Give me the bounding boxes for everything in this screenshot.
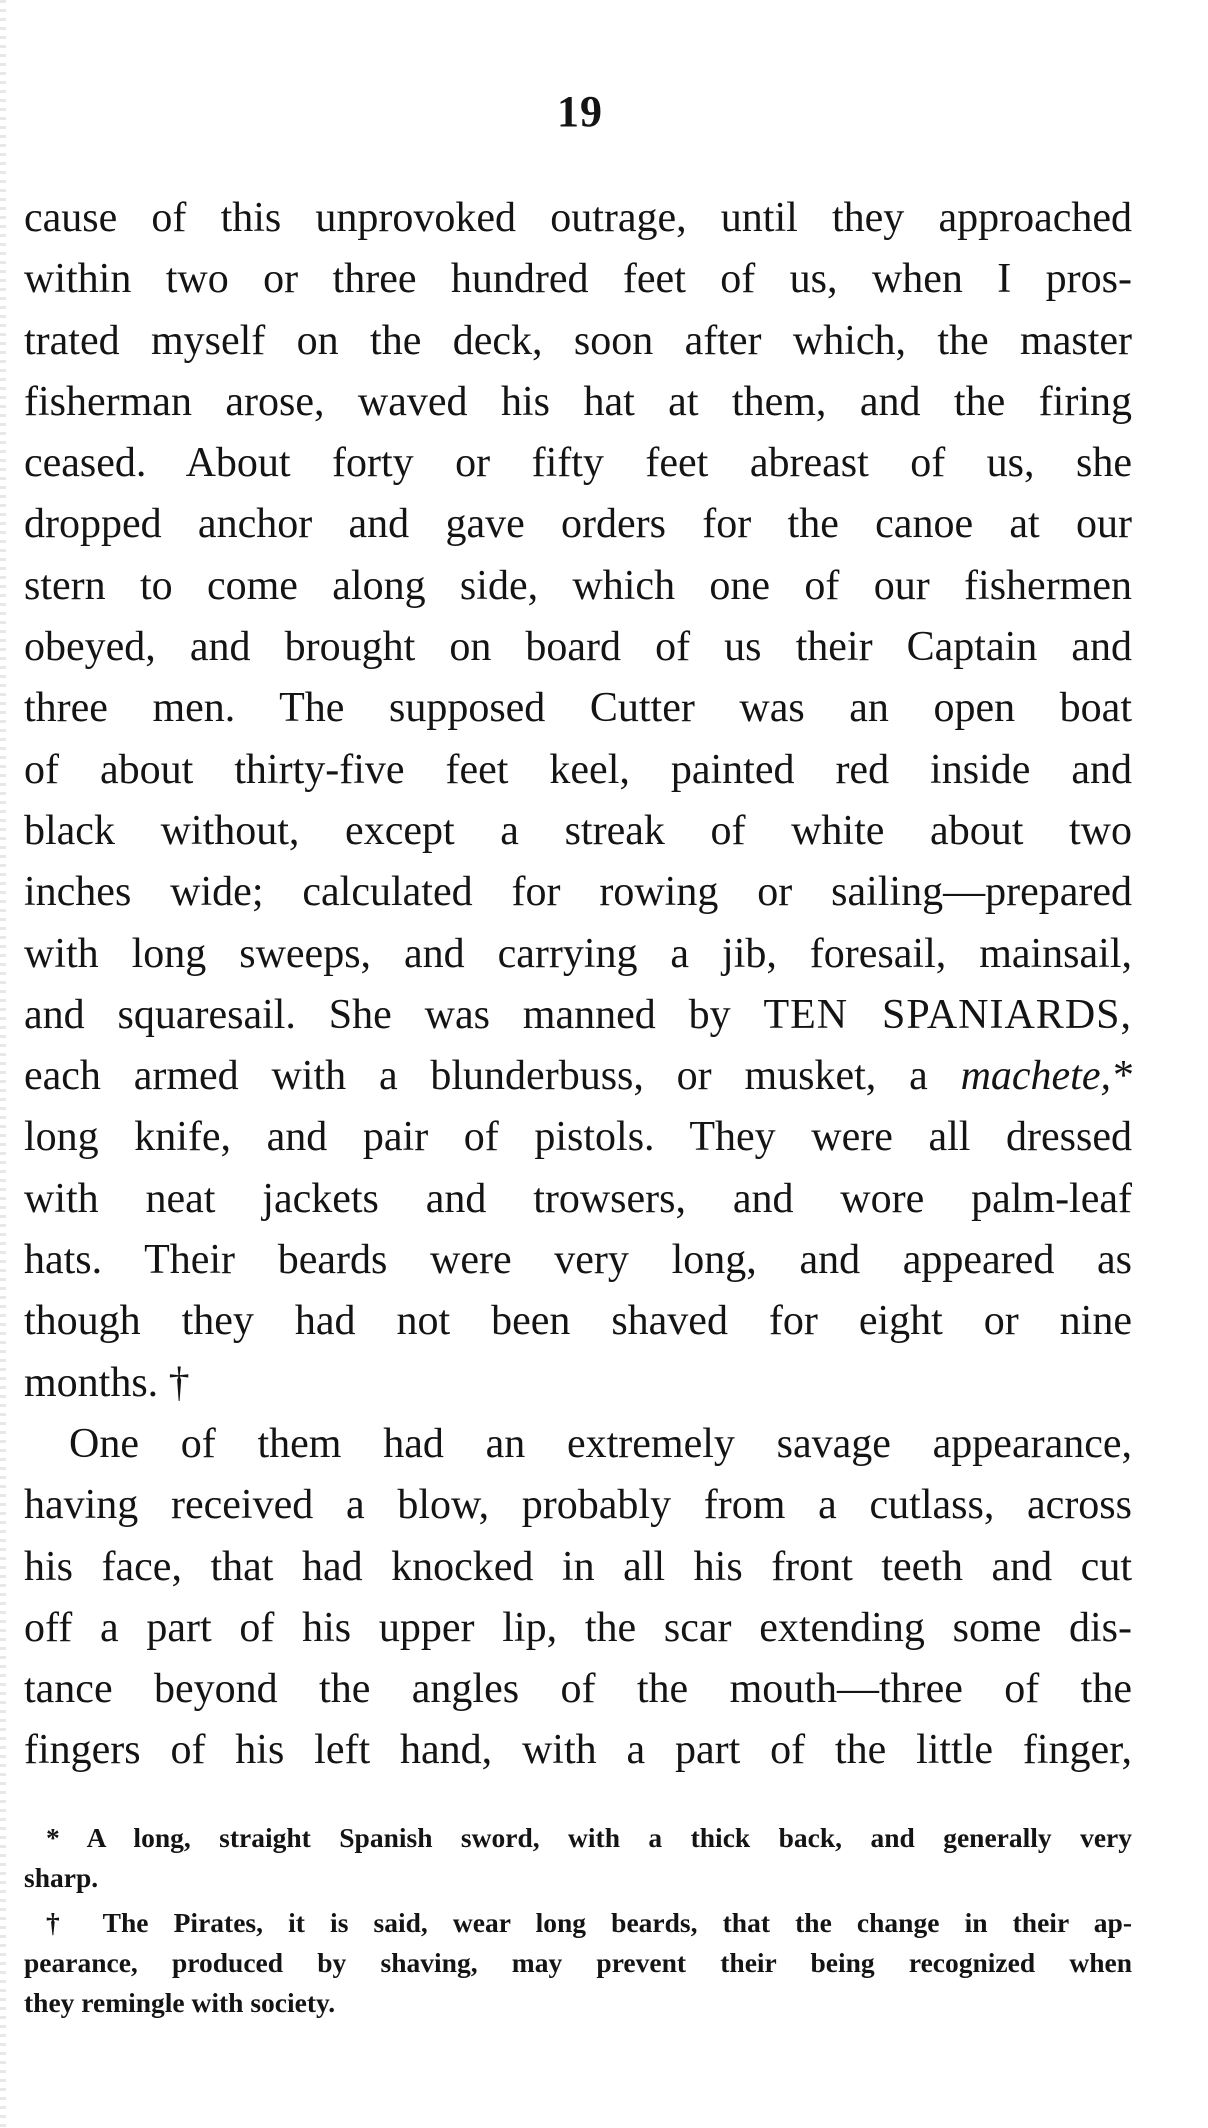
- page-edge-binding: [0, 0, 6, 2128]
- text-line: having received a blow, probably from a cutlass, across: [24, 1482, 1132, 1529]
- italic-term: machete,*: [960, 1053, 1132, 1100]
- small-caps-text: TEN SPANIARDS,: [763, 991, 1133, 1038]
- page-number: 19: [557, 87, 603, 136]
- text-line: months. †: [24, 1359, 190, 1406]
- footnotes: [24, 1818, 1132, 2023]
- text-line: long knife, and pair of pistols. They were all dressed: [24, 1114, 1132, 1161]
- text-line: stern to come along side, which one of our fishermen: [24, 562, 1132, 609]
- footnote-line: sharp.: [24, 1862, 99, 1893]
- text-fragment: and squaresail. She was manned by: [24, 991, 731, 1038]
- text-line: cause of this unprovoked outrage, until they approached: [24, 195, 1132, 241]
- footnote-line: they remingle with society.: [24, 1987, 336, 2018]
- text-line: fingers of his left hand, with a part of the little finger,: [24, 1727, 1132, 1774]
- text-line: [24, 985, 1132, 1046]
- text-line: black without, except a streak of white about two: [24, 807, 1132, 854]
- text-line: obeyed, and brought on board of us their Captain and: [24, 624, 1132, 671]
- text-line: three men. The supposed Cutter was an open boat: [24, 685, 1132, 732]
- text-line: with neat jackets and trowsers, and wore palm-leaf: [24, 1175, 1132, 1222]
- text-line: his face, that had knocked in all his front teeth and cut: [24, 1543, 1132, 1590]
- text-line: inches wide; calculated for rowing or sailing—prepared: [24, 869, 1132, 916]
- text-line: though they had not been shaved for eight or nine: [24, 1298, 1132, 1345]
- footnote-line: † The Pirates, it is said, wear long beards, that the change in their ap-: [46, 1907, 1132, 1938]
- text-line: within two or three hundred feet of us, when I pros-: [24, 256, 1132, 303]
- text-line: of about thirty-five feet keel, painted red inside and: [24, 746, 1132, 793]
- text-line: hats. Their beards were very long, and appeared as: [24, 1237, 1132, 1284]
- body-text: [24, 188, 1132, 1782]
- text-line: off a part of his upper lip, the scar extending some dis-: [24, 1604, 1132, 1651]
- text-line: trated myself on the deck, soon after which, the master: [24, 317, 1132, 364]
- footnote-line: pearance, produced by shaving, may prevent their being recognized when: [24, 1947, 1132, 1978]
- text-line: tance beyond the angles of the mouth—three of the: [24, 1666, 1132, 1713]
- text-fragment: each armed with a blunderbuss, or musket, a: [24, 1053, 928, 1100]
- text-line: [24, 1046, 1132, 1107]
- text-line: with long sweeps, and carrying a jib, foresail, mainsail,: [24, 930, 1132, 977]
- text-line: fisherman arose, waved his hat at them, and the firing: [24, 378, 1132, 425]
- text-line: ceased. About forty or fifty feet abreast of us, she: [24, 440, 1132, 487]
- text-line: One of them had an extremely savage appearance,: [69, 1420, 1132, 1467]
- text-line: dropped anchor and gave orders for the canoe at our: [24, 501, 1132, 548]
- footnote-line: * A long, straight Spanish sword, with a thick back, and generally very: [46, 1822, 1132, 1853]
